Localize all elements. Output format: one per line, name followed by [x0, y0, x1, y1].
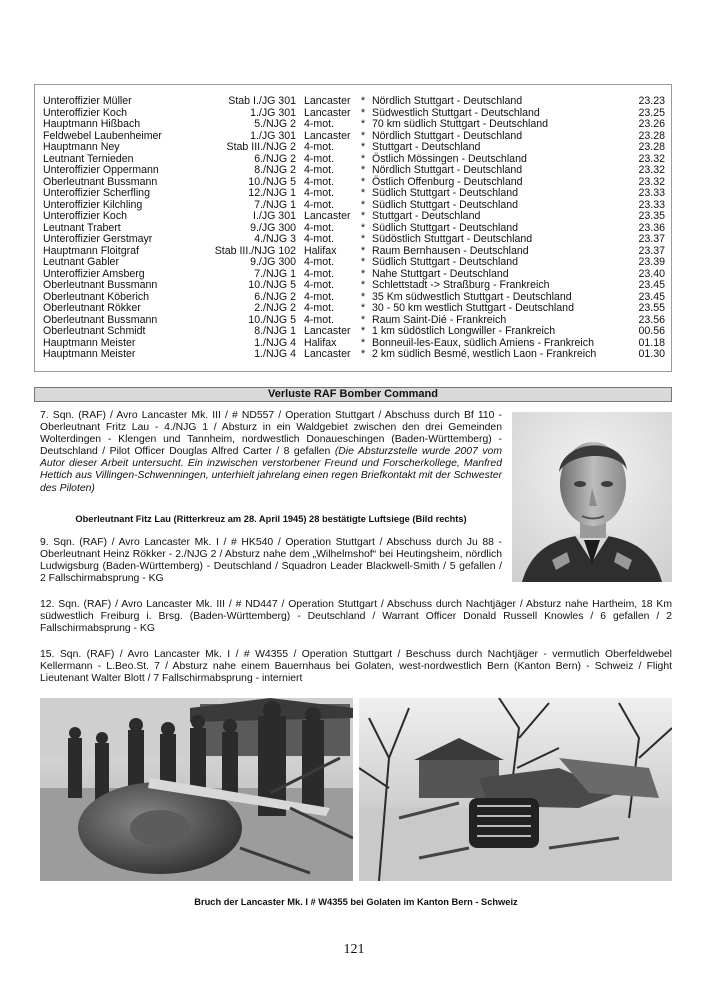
- claim-aircraft-type: 4-mot.: [304, 187, 335, 199]
- claim-aircraft-type: 4-mot.: [304, 233, 335, 245]
- claim-pilot: Unteroffizier Gerstmayr: [43, 233, 153, 245]
- claim-aircraft-type: 4-mot.: [304, 175, 335, 188]
- crash-photo-left: [40, 698, 353, 881]
- claim-time: 23.56: [638, 313, 665, 326]
- loss-entry-1-text: 7. Sqn. (RAF) / Avro Lancaster Mk. III / # ND557 / Operation Stuttgart / Abschuss durch Bf 110 - Oberleutnant Fritz Lau - 4./NJG 1 / Absturz in ein Waldgebiet zwischen den drei Gemeinden Wolterdingen - Klengen und Tannheim, nordwestlich Donaueschingen (Baden-Württemberg) - Deutschland / Pilot Officer Douglas Alfred Carter / 8 gefallen: [40, 410, 502, 458]
- loss-entry-3: 12. Sqn. (RAF) / Avro Lancaster Mk. III / # ND447 / Operation Stuttgart / Abschuss durch Nachtjäger / Absturz nahe Hartheim, 18 Km südwestlich Freiburg i. Brsg. (Baden-Württemberg) - Deutschland / Warrant Officer Donald Russell Knowles / 6 gefallen / 2 Fallschirmabsprung - KG: [40, 599, 672, 635]
- claim-time: 01.18: [638, 336, 665, 349]
- claim-time: 23.35: [638, 210, 665, 222]
- claim-row: [43, 326, 665, 338]
- claim-location: Südlich Stuttgart - Deutschland: [372, 187, 519, 199]
- claim-pilot: Unteroffizier Scherfling: [43, 187, 150, 199]
- claim-time: 23.33: [638, 187, 665, 199]
- claim-mark: *: [360, 267, 366, 280]
- claim-aircraft-type: Halifax: [304, 244, 337, 257]
- claim-pilot: Hauptmann Hißbach: [43, 118, 141, 130]
- claim-pilot: Hauptmann Meister: [43, 348, 136, 360]
- claim-unit: 8./NJG 2: [254, 164, 296, 176]
- claim-unit: 10./NJG 5: [248, 279, 296, 291]
- claim-aircraft-type: Lancaster: [304, 348, 351, 360]
- claim-time: 23.28: [638, 129, 665, 142]
- claim-row: [43, 119, 665, 131]
- loss-entry-1-note: (Die Absturzstelle wurde 2007 vom Autor dieser Arbeit untersucht. Ein inzwischen verstorbener Freund und Forscherkollege, Manfred Hettich aus Villingen-Schwenningen, unterhielt jahrelang einen regen Briefkontakt mit der Schwester des Piloten): [40, 446, 502, 494]
- claim-mark: *: [360, 221, 366, 234]
- claim-location: Stuttgart - Deutschland: [372, 141, 481, 153]
- claim-aircraft-type: 4-mot.: [304, 302, 335, 314]
- claim-row: [43, 234, 665, 246]
- claim-mark: *: [360, 152, 366, 165]
- claim-time: 23.32: [638, 164, 665, 176]
- claim-row: [43, 349, 665, 361]
- claim-unit: 6./NJG 2: [254, 290, 296, 303]
- claim-mark: *: [360, 313, 366, 326]
- claim-location: Südlich Stuttgart - Deutschland: [372, 198, 519, 211]
- claim-location: Stuttgart - Deutschland: [372, 210, 481, 222]
- claim-mark: *: [360, 244, 366, 257]
- claim-row: [43, 165, 665, 177]
- claim-aircraft-type: 4-mot.: [304, 267, 335, 280]
- claim-row: [43, 200, 665, 212]
- claim-mark: *: [360, 302, 366, 314]
- claim-aircraft-type: 4-mot.: [304, 141, 335, 153]
- loss-entry-1: [40, 410, 502, 495]
- claim-pilot: Oberleutnant Bussmann: [43, 175, 158, 188]
- claim-pilot: Leutnant Ternieden: [43, 152, 134, 165]
- claim-aircraft-type: 4-mot.: [304, 198, 335, 211]
- claim-aircraft-type: 4-mot.: [304, 279, 335, 291]
- claim-unit: 1./JG 301: [250, 129, 296, 142]
- claim-unit: 10./NJG 5: [248, 313, 296, 326]
- claim-time: 23.45: [638, 290, 665, 303]
- claim-unit: Stab III./NJG 2: [226, 141, 296, 153]
- claim-row: [43, 257, 665, 269]
- claim-pilot: Unteroffizier Müller: [43, 95, 132, 107]
- claim-time: 00.56: [638, 325, 665, 337]
- claim-pilot: Oberleutnant Köberich: [43, 290, 150, 303]
- claim-aircraft-type: Lancaster: [304, 95, 351, 107]
- claim-unit: 4./NJG 3: [254, 233, 296, 245]
- claim-unit: I./JG 301: [253, 210, 296, 222]
- claim-time: 23.25: [638, 106, 665, 119]
- claim-unit: 10./NJG 5: [248, 175, 296, 188]
- claim-location: Raum Saint-Dié - Frankreich: [372, 313, 507, 326]
- claim-aircraft-type: 4-mot.: [304, 118, 335, 130]
- claim-location: Südwestlich Stuttgart - Deutschland: [372, 106, 540, 119]
- claim-unit: 9./JG 300: [250, 256, 296, 268]
- claim-mark: *: [360, 95, 366, 107]
- claim-time: 23.32: [638, 152, 665, 165]
- claim-unit: 2./NJG 2: [254, 302, 296, 314]
- claim-unit: 7./NJG 1: [254, 198, 296, 211]
- claim-row: [43, 188, 665, 200]
- claim-row: [43, 303, 665, 315]
- claim-mark: *: [360, 290, 366, 303]
- claim-location: 70 km südlich Stuttgart - Deutschland: [372, 118, 549, 130]
- claim-time: 23.32: [638, 175, 665, 188]
- claim-location: 2 km südlich Besmé, westlich Laon - Frankreich: [372, 348, 597, 360]
- claim-mark: *: [360, 233, 366, 245]
- claim-mark: *: [360, 141, 366, 153]
- claim-mark: *: [360, 325, 366, 337]
- claim-location: Südlich Stuttgart - Deutschland: [372, 256, 519, 268]
- claim-mark: *: [360, 348, 366, 360]
- claim-mark: *: [360, 198, 366, 211]
- claim-unit: 8./NJG 1: [254, 325, 296, 337]
- claim-pilot: Feldwebel Laubenheimer: [43, 129, 162, 142]
- claim-aircraft-type: 4-mot.: [304, 313, 335, 326]
- claim-time: 23.37: [638, 244, 665, 257]
- section-header: Verluste RAF Bomber Command: [34, 387, 672, 402]
- claim-time: 23.39: [638, 256, 665, 268]
- claim-mark: *: [360, 256, 366, 268]
- photos-caption: Bruch der Lancaster Mk. I # W4355 bei Golaten im Kanton Bern - Schweiz: [194, 897, 518, 907]
- claim-pilot: Leutnant Trabert: [43, 221, 121, 234]
- claim-mark: *: [360, 279, 366, 291]
- claim-pilot: Hauptmann Ney: [43, 141, 120, 153]
- claim-unit: 1./NJG 4: [254, 348, 296, 360]
- claim-mark: *: [360, 106, 366, 119]
- claim-time: 23.45: [638, 279, 665, 291]
- loss-entry-4: 15. Sqn. (RAF) / Avro Lancaster Mk. I / # W4355 / Operation Stuttgart / Beschuss durch Nachtjäger - vermutlich Oberfeldwebel Kellermann - L.Beo.St. 7 / Absturz nahe einem Bauernhaus bei Golaten, west-nordwestlich Bern (Kanton Bern) - Schweiz / Flight Lieutenant Walter Blott / 7 Fallschirmabsprung - interniert: [40, 649, 672, 685]
- claim-pilot: Oberleutnant Bussmann: [43, 313, 158, 326]
- claim-aircraft-type: 4-mot.: [304, 256, 335, 268]
- claim-pilot: Unteroffizier Oppermann: [43, 164, 159, 176]
- claim-time: 23.37: [638, 233, 665, 245]
- claim-location: 30 - 50 km westlich Stuttgart - Deutschland: [372, 302, 574, 314]
- claim-location: Östlich Offenburg - Deutschland: [372, 175, 523, 188]
- claim-time: 23.55: [638, 302, 665, 314]
- claim-mark: *: [360, 187, 366, 199]
- claim-time: 23.28: [638, 141, 665, 153]
- claim-pilot: Oberleutnant Schmidt: [43, 325, 146, 337]
- claim-row: [43, 96, 665, 108]
- claim-mark: *: [360, 210, 366, 222]
- claim-unit: 5./NJG 2: [254, 118, 296, 130]
- portrait-photo: [512, 412, 672, 582]
- claim-location: Raum Bernhausen - Deutschland: [372, 244, 529, 257]
- claim-aircraft-type: 4-mot.: [304, 221, 335, 234]
- claim-location: Nördlich Stuttgart - Deutschland: [372, 164, 523, 176]
- claim-time: 23.23: [638, 95, 665, 107]
- page-number: 121: [343, 942, 365, 957]
- claim-pilot: Unteroffizier Koch: [43, 210, 128, 222]
- claim-time: 23.40: [638, 267, 665, 280]
- claim-pilot: Hauptmann Floitgraf: [43, 244, 139, 257]
- claim-aircraft-type: Lancaster: [304, 325, 351, 337]
- claim-mark: *: [360, 164, 366, 176]
- claim-pilot: Unteroffizier Kilchling: [43, 198, 143, 211]
- claim-location: Nördlich Stuttgart - Deutschland: [372, 95, 523, 107]
- claim-time: 23.36: [638, 221, 665, 234]
- claim-location: Südlich Stuttgart - Deutschland: [372, 221, 519, 234]
- claim-mark: *: [360, 129, 366, 142]
- claim-location: 1 km südöstlich Longwiller - Frankreich: [372, 325, 556, 337]
- claim-location: Südöstlich Stuttgart - Deutschland: [372, 233, 533, 245]
- claim-unit: Stab III./NJG 102: [214, 244, 296, 257]
- claim-row: [43, 131, 665, 143]
- claim-pilot: Unteroffizier Amsberg: [43, 267, 145, 280]
- claim-unit: 1./NJG 4: [254, 336, 296, 349]
- claim-location: Nahe Stuttgart - Deutschland: [372, 267, 509, 280]
- claim-time: 23.33: [638, 198, 665, 211]
- claim-location: 35 Km südwestlich Stuttgart - Deutschland: [372, 290, 572, 303]
- claim-mark: *: [360, 118, 366, 130]
- claim-aircraft-type: Lancaster: [304, 106, 351, 119]
- claim-pilot: Oberleutnant Bussmann: [43, 279, 158, 291]
- claims-table: [43, 96, 665, 361]
- claim-aircraft-type: 4-mot.: [304, 290, 335, 303]
- claim-unit: 7./NJG 1: [254, 267, 296, 280]
- claims-box: [34, 84, 672, 372]
- claim-pilot: Leutnant Gabler: [43, 256, 119, 268]
- crash-photo-right: [359, 698, 672, 881]
- claim-unit: 12./NJG 1: [248, 187, 296, 199]
- claim-row: [43, 142, 665, 154]
- claim-pilot: Oberleutnant Rökker: [43, 302, 141, 314]
- claim-row: [43, 280, 665, 292]
- claim-location: Nördlich Stuttgart - Deutschland: [372, 129, 523, 142]
- claim-location: Bonneuil-les-Eaux, südlich Amiens - Frankreich: [372, 336, 594, 349]
- claim-mark: *: [360, 336, 366, 349]
- claim-location: Östlich Mössingen - Deutschland: [372, 152, 527, 165]
- claim-aircraft-type: 4-mot.: [304, 164, 335, 176]
- claim-mark: *: [360, 175, 366, 188]
- claim-aircraft-type: Lancaster: [304, 210, 351, 222]
- claim-time: 23.26: [638, 118, 665, 130]
- loss-entry-2: 9. Sqn. (RAF) / Avro Lancaster Mk. I / # HK540 / Operation Stuttgart / Abschuss durch Ju 88 - Oberleutnant Heinz Rökker - 2./NJG 2 / Absturz nahe dem „Wilhelmshof“ bei Heutingsheim, nördlich Ludwigsburg (Baden-Württemberg) - Deutschland / Squadron Leader Blackwell-Smith / 5 gefallen / 2 Fallschirmabsprung - KG: [40, 537, 502, 585]
- claim-unit: Stab I./JG 301: [228, 95, 296, 107]
- claim-aircraft-type: Halifax: [304, 336, 337, 349]
- claim-pilot: Hauptmann Meister: [43, 336, 136, 349]
- claim-aircraft-type: Lancaster: [304, 129, 351, 142]
- claim-pilot: Unteroffizier Koch: [43, 106, 128, 119]
- claim-location: Schlettstadt -> Straßburg - Frankreich: [372, 279, 550, 291]
- claim-row: [43, 211, 665, 223]
- claim-unit: 6./NJG 2: [254, 152, 296, 165]
- claim-unit: 9./JG 300: [250, 221, 296, 234]
- claim-row: [43, 246, 665, 258]
- claim-unit: 1./JG 301: [250, 106, 296, 119]
- claim-aircraft-type: 4-mot.: [304, 152, 335, 165]
- claim-time: 01.30: [638, 348, 665, 360]
- portrait-caption: Oberleutnant Fitz Lau (Ritterkreuz am 28. April 1945) 28 bestätigte Luftsiege (Bild rechts): [75, 514, 467, 524]
